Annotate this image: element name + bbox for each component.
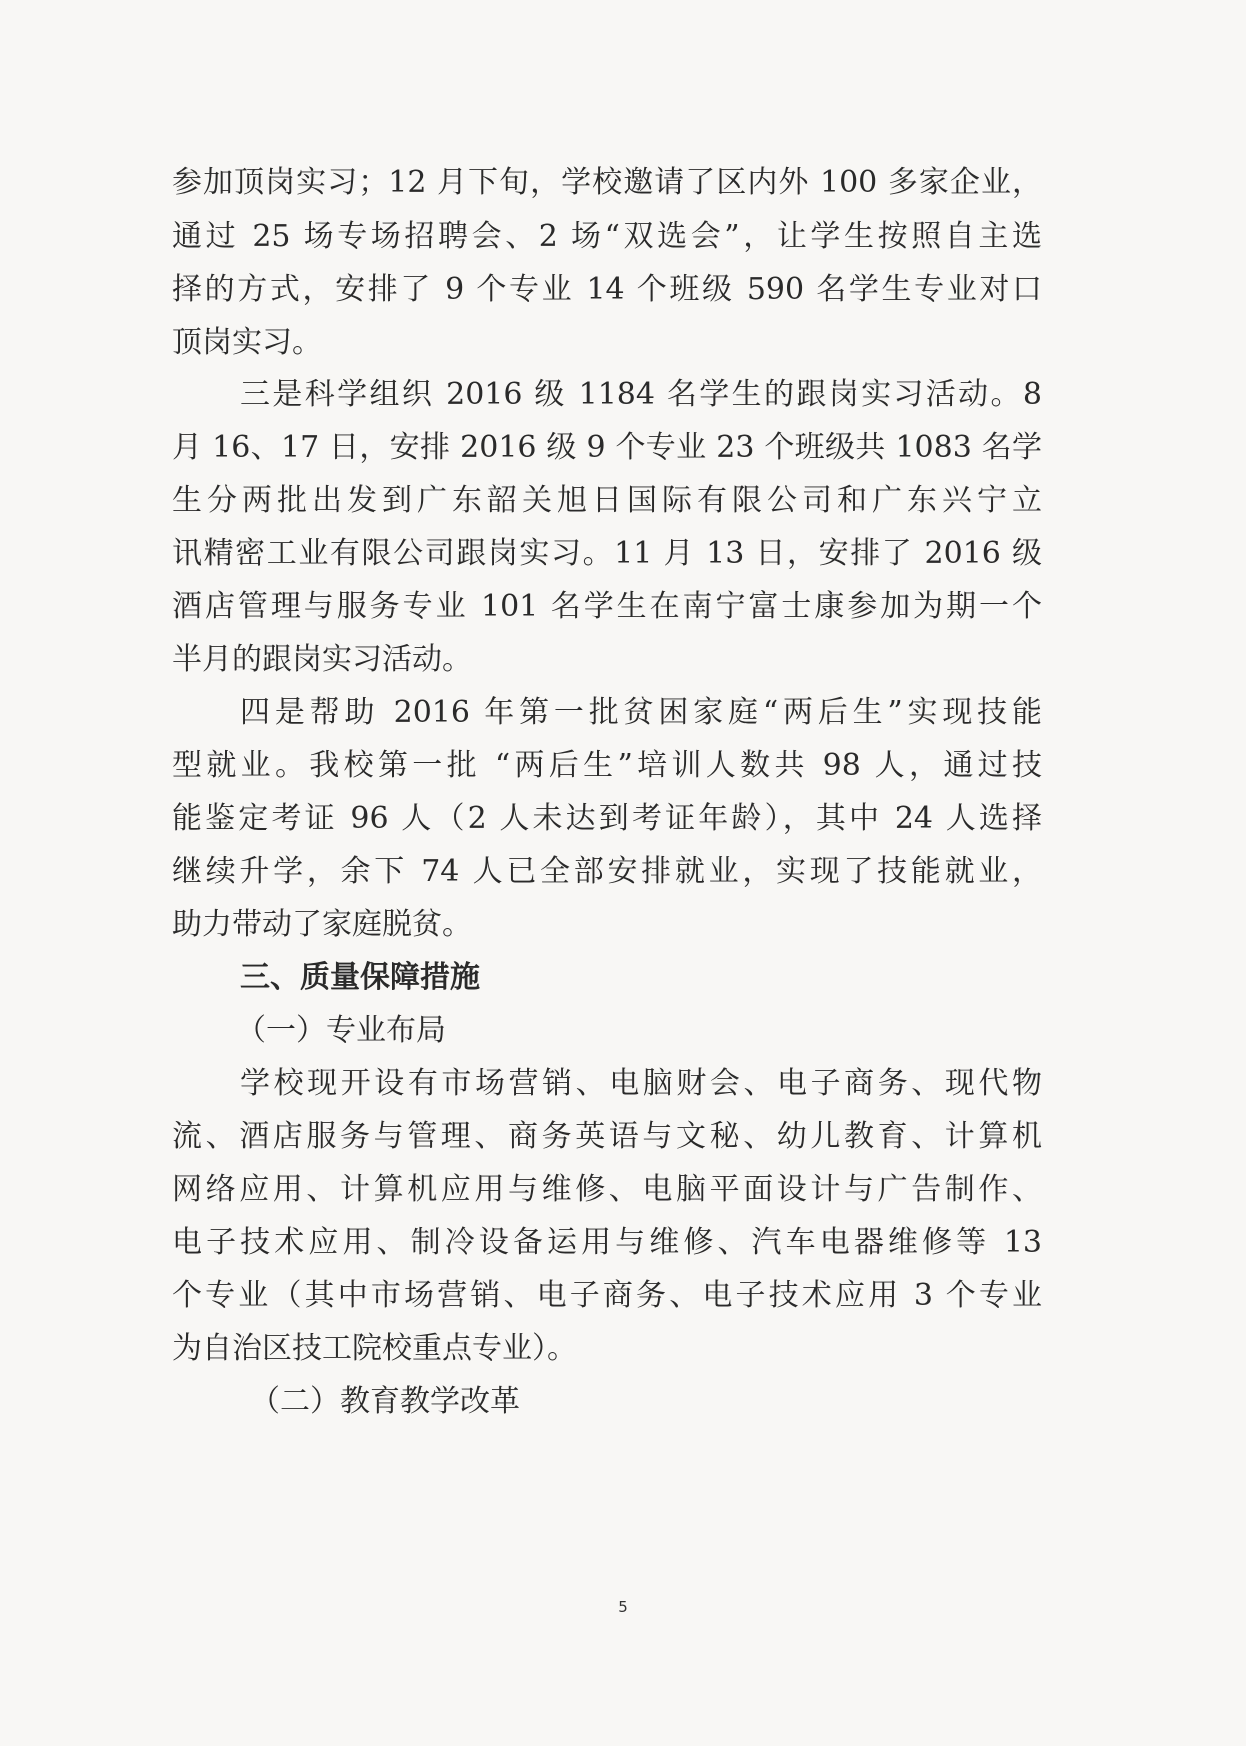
subsection-heading: （一）专业布局 (236, 1013, 446, 1048)
paragraph-line: 三是科学组织 2016 级 1184 名学生的跟岗实习活动。8 (240, 377, 1042, 412)
paragraph-line: 型就业。我校第一批 “两后生”培训人数共 98 人，通过技 (172, 748, 1042, 783)
paragraph-line: 四是帮助 2016 年第一批贫困家庭“两后生”实现技能 (240, 695, 1042, 730)
paragraph-line: 学校现开设有市场营销、电脑财会、电子商务、现代物 (240, 1066, 1042, 1101)
paragraph-line: 能鉴定考证 96 人（2 人未达到考证年龄），其中 24 人选择 (172, 801, 1042, 836)
paragraph-line: 酒店管理与服务专业 101 名学生在南宁富士康参加为期一个 (172, 589, 1042, 624)
paragraph-line: 流、酒店服务与管理、商务英语与文秘、幼儿教育、计算机 (172, 1119, 1042, 1154)
paragraph-line: 讯精密工业有限公司跟岗实习。11 月 13 日，安排了 2016 级 (172, 536, 1042, 571)
section-heading: 三、质量保障措施 (240, 960, 480, 995)
paragraph-line: 继续升学，余下 74 人已全部安排就业，实现了技能就业， (172, 854, 1042, 889)
paragraph-line: 顶岗实习。 (172, 325, 322, 360)
paragraph-line: 个专业（其中市场营销、电子商务、电子技术应用 3 个专业 (172, 1278, 1042, 1313)
paragraph-line: 网络应用、计算机应用与维修、电脑平面设计与广告制作、 (172, 1172, 1042, 1207)
page-number: 5 (618, 1598, 628, 1616)
paragraph-line: 半月的跟岗实习活动。 (172, 642, 472, 677)
paragraph-line: 生分两批出发到广东韶关旭日国际有限公司和广东兴宁立 (172, 483, 1042, 518)
paragraph-line: 择的方式，安排了 9 个专业 14 个班级 590 名学生专业对口 (172, 272, 1042, 307)
paragraph-line: 电子技术应用、制冷设备运用与维修、汽车电器维修等 13 (172, 1225, 1042, 1260)
paragraph-line: 通过 25 场专场招聘会、2 场“双选会”，让学生按照自主选 (172, 219, 1042, 254)
paragraph-line: 为自治区技工院校重点专业）。 (172, 1331, 577, 1366)
paragraph-line: 助力带动了家庭脱贫。 (172, 907, 472, 942)
paragraph-line: 月 16、17 日，安排 2016 级 9 个专业 23 个班级共 1083 名学 (172, 430, 1042, 465)
paragraph-line: 参加顶岗实习；12 月下旬，学校邀请了区内外 100 多家企业， (172, 165, 1042, 200)
subsection-heading: （二）教育教学改革 (250, 1384, 520, 1419)
